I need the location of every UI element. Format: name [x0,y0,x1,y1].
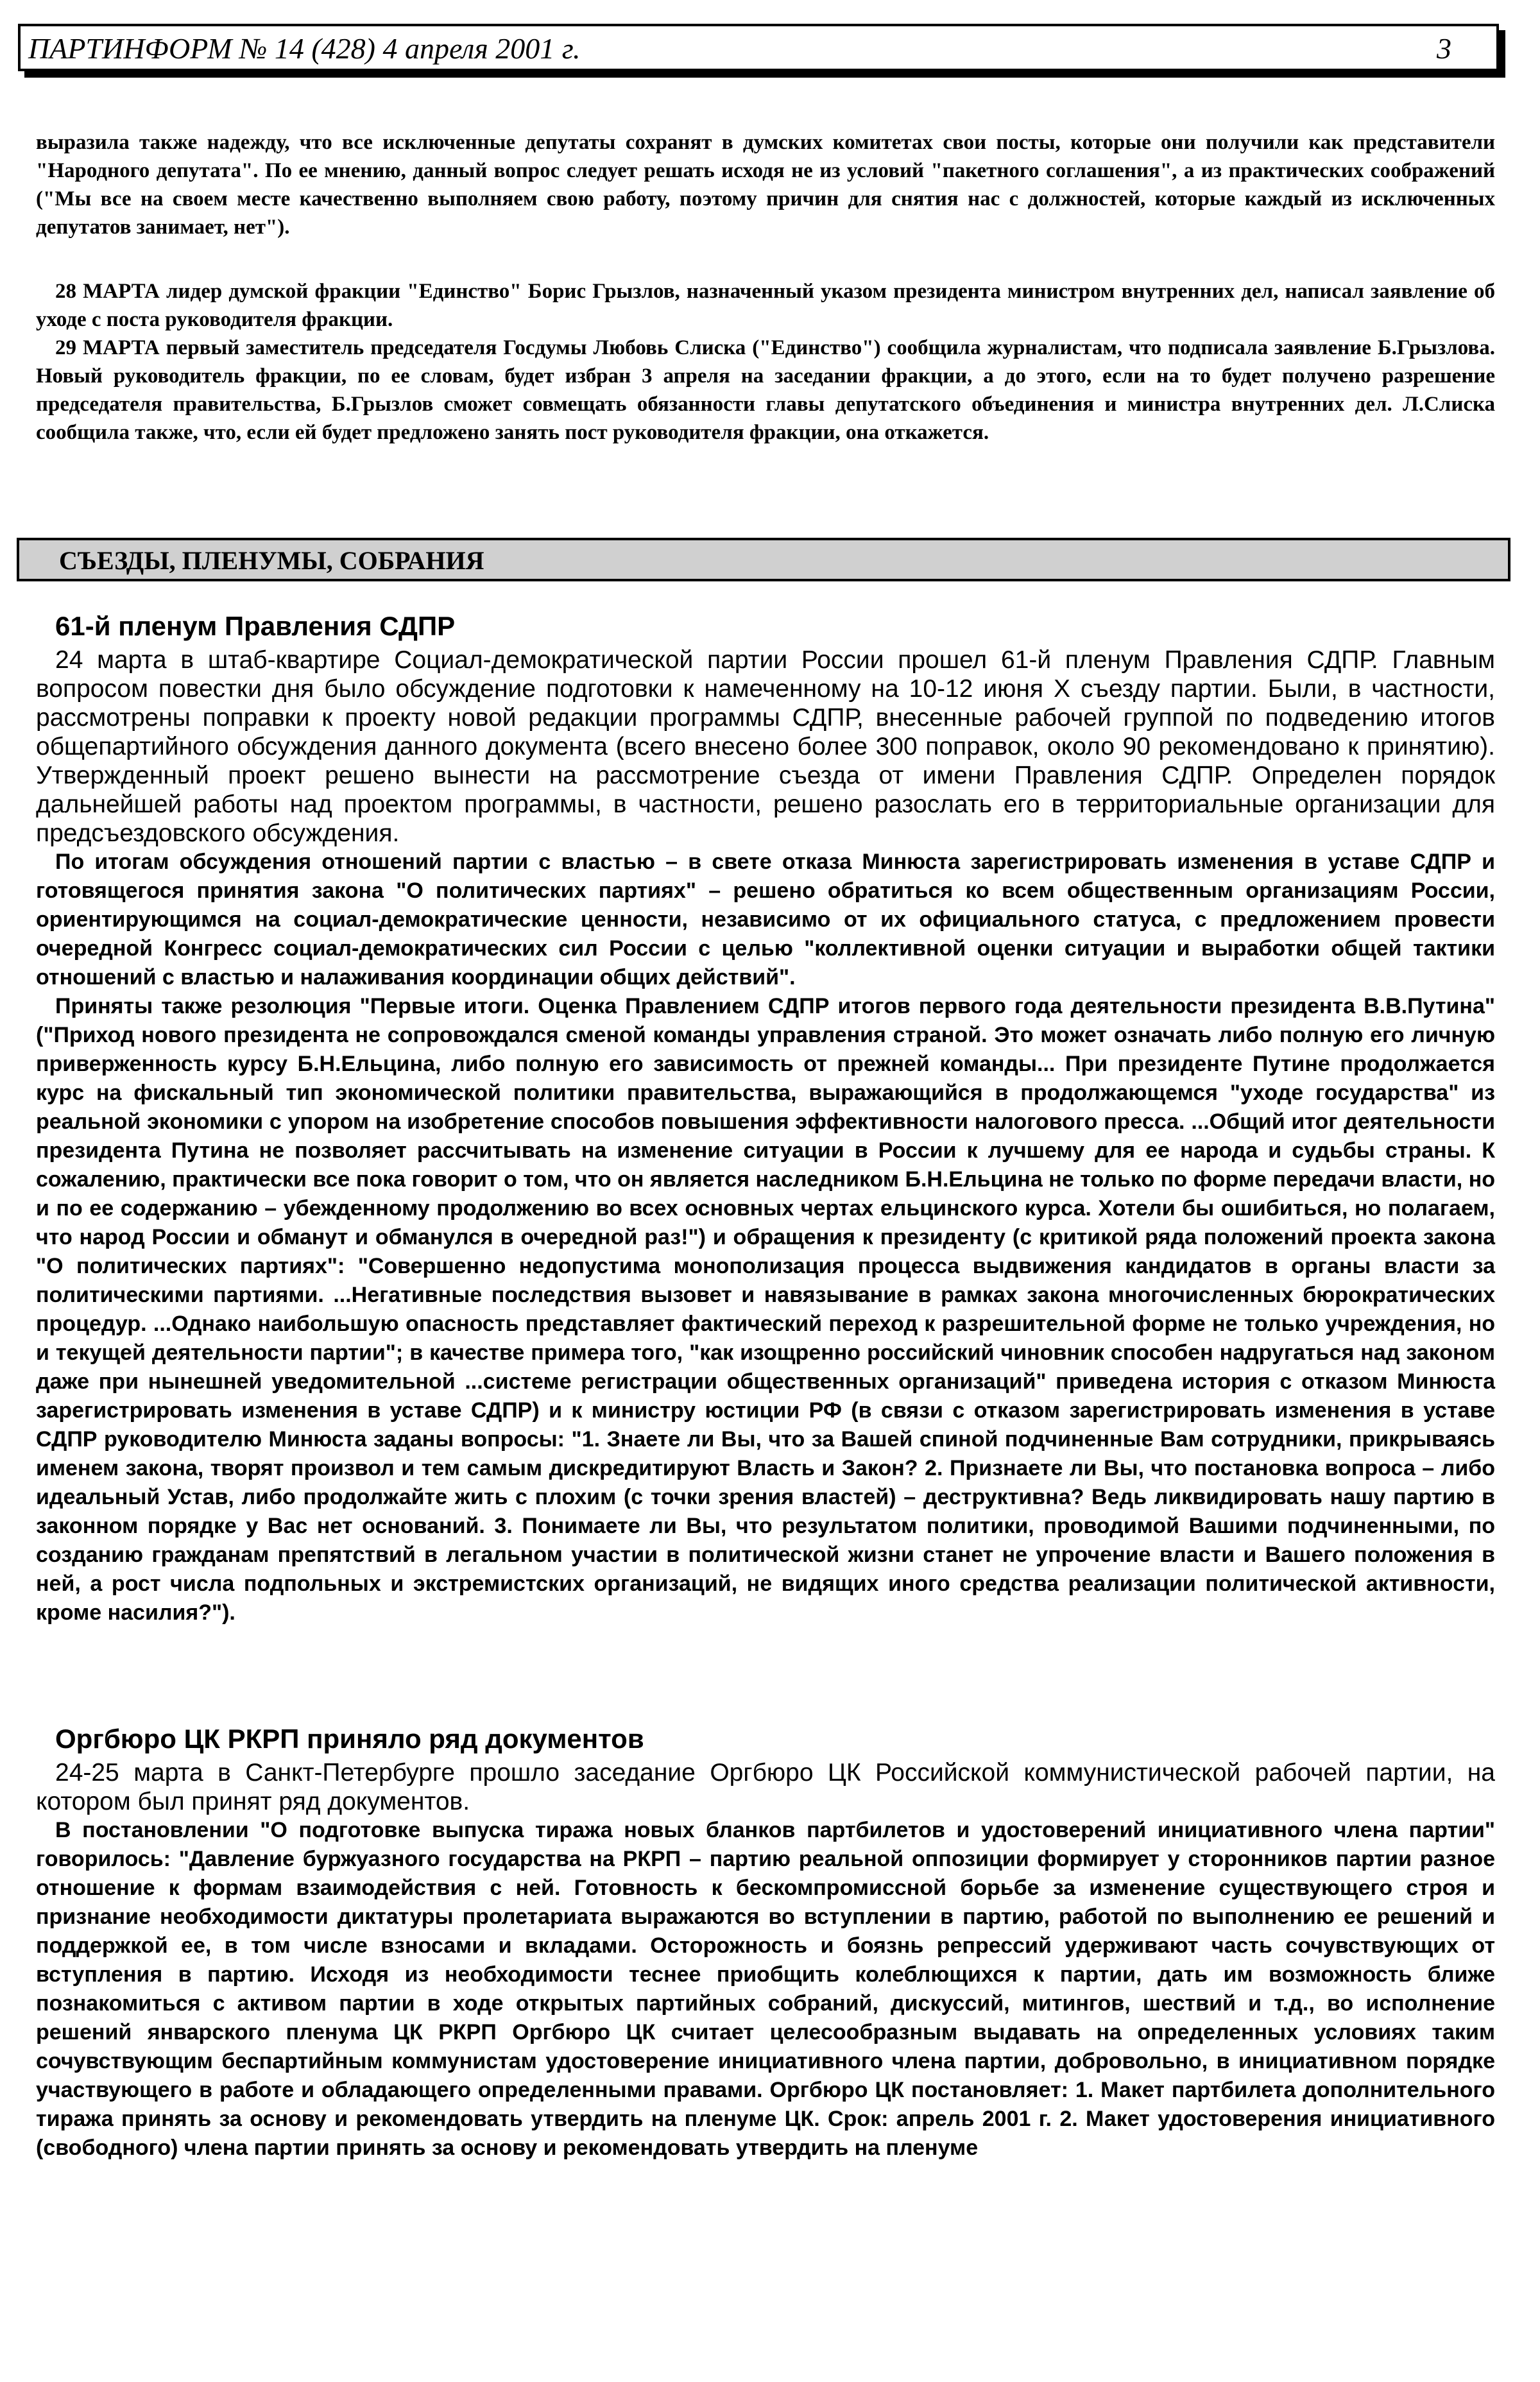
section-title: СЪЕЗДЫ, ПЛЕНУМЫ, СОБРАНИЯ [59,546,484,575]
paragraph: По итогам обсуждения отношений партии с властью – в свете отказа Минюста зарегистрировать изменения в уставе СДПР и готовящегося принятия закона "О политических партиях" – решено обратиться ко всем общественным организациям России, ориентирующимся на социал-демократические ценности, независимо от их официального статуса, с предложением провести очередной Конгресс социал-демократических сил России с целью "коллективной оценки ситуации и выработки общей тактики отношений с властью и налаживания координации общих действий". [36,850,1495,990]
news-items [36,277,1495,447]
continued-text [36,128,1495,241]
page-number: 3 [1437,32,1451,65]
paragraph: 28 МАРТА лидер думской фракции "Единство" Борис Грызлов, назначенный указом президента министром внутренних дел, написал заявление об уходе с поста руководителя фракции. [36,280,1495,331]
page-header [18,24,1499,71]
paragraph: 29 МАРТА первый заместитель председателя Госдумы Любовь Слиска ("Единство") сообщила журналистам, что подписала заявление Б.Грызлова. Новый руководитель фракции, по ее словам, будет избран 3 апреля на заседании фракции, а до этого, если на то будет получено разрешение председателя правительства, Б.Грызлов сможет совмещать обязанности главы депутатского объединения и министра внутренних дел. Л.Слиска сообщила также, что, если ей будет предложено занять пост руководителя фракции, она откажется. [36,336,1495,444]
article-rkrp [36,1722,1495,2163]
section-header [17,538,1510,581]
publication-title: ПАРТИНФОРМ № 14 (428) 4 апреля 2001 г. [28,32,581,65]
paragraph: 24-25 марта в Санкт-Петербурге прошло заседание Оргбюро ЦК Российской коммунистической рабочей партии, на котором был принят ряд документов. [36,1759,1495,1815]
article-title: Оргбюро ЦК РКРП приняло ряд документов [55,1724,644,1754]
article-title: 61-й пленум Правления СДПР [55,611,456,641]
paragraph: 24 марта в штаб-квартире Социал-демократической партии России прошел 61-й пленум Правления СДПР. Главным вопросом повестки дня было обсуждение подготовки к намеченному на 10-12 июня X съезду партии. Были, в частности, рассмотрены поправки к проекту новой редакции программы СДПР, внесенные рабочей группой по подведению итогов общепартийного обсуждения данного документа (всего внесено более 300 поправок, около 90 рекомендовано к принятию). Утвержденный проект решено вынести на рассмотрение съезда от имени Правления СДПР. Определен порядок дальнейшей работы над проектом программы, в частности, решено разослать его в территориальные организации для предсъездовского обсуждения. [36,646,1495,847]
paragraph: выразила также надежду, что все исключенные депутаты сохранят в думских комитетах свои посты, которые они получили как представители "Народного депутата". По ее мнению, данный вопрос следует решать исходя не из условий "пакетного соглашения", а из практических соображений ("Мы все на своем месте качественно выполняем свою работу, поэтому причин для снятия нас с должностей, которые каждый из исключенных депутатов занимает, нет"). [36,131,1495,239]
article-sdpr [36,610,1495,1627]
paragraph: Приняты также резолюция "Первые итоги. Оценка Правлением СДПР итогов первого года деятельности президента В.В.Путина" ("Приход нового президента не сопровождался сменой команды управления страной. Это может означать либо полную его личную приверженность курсу Б.Н.Ельцина, либо полную его зависимость от прежней команды... При президенте Путине продолжается курс на фискальный тип экономической политики правительства, выражающийся в продолжающемся "уходе государства" из реальной экономики с упором на изобретение способов повышения эффективности налогового пресса. ...Общий итог деятельности президента Путина не позволяет рассчитывать на изменение ситуации в России к лучшему для ее народа и судьбы страны. К сожалению, практически все пока говорит о том, что он является наследником Б.Н.Ельцина не только по форме передачи власти, но и по ее содержанию – убежденному продолжению во всех основных чертах ельцинского курса. Хотели бы ошибиться, но полагаем, что народ России и обманут и обманулся в очередной раз!") и обращения к президенту (с критикой ряда положений проекта закона "О политических партиях": "Совершенно недопустима монополизация процесса выдвижения кандидатов в органы власти за политическими партиями. ...Негативные последствия вызовет и навязывание в рамках закона многочисленных бюрократических процедур. ...Однако наибольшую опасность представляет фактический переход к разрешительной форме не только учреждения, но и текущей деятельности партии"; в качестве примера того, "как изощренно российский чиновник способен надругаться над законом даже при нынешней уведомительной ...системе регистрации общественных организаций" приведена история с отказом Минюста зарегистрировать изменения в уставе СДПР) и к министру юстиции РФ (в связи с отказом зарегистрировать изменения в уставе СДПР руководителю Минюста заданы вопросы: "1. Знаете ли Вы, что за Вашей спиной подчиненные Вам сотрудники, прикрываясь именем закона, творят произвол и тем самым дискредитируют Власть и Закон? 2. Признаете ли Вы, что постановка вопроса – либо идеальный Устав, либо продолжайте жить с плохим (с точки зрения властей) – деструктивна? Ведь ликвидировать нашу партию в законном порядке у Вас нет оснований. 3. Понимаете ли Вы, что результатом политики, проводимой Вашими подчиненными, по созданию гражданам препятствий в легальном участии в политической жизни станет не упрочение власти и Вашего положения в ней, а рост числа подпольных и экстремистских организаций, не видящих иного средства реализации политической активности, кроме насилия?"). [36,994,1495,1625]
paragraph: В постановлении "О подготовке выпуска тиража новых бланков партбилетов и удостоверений инициативного члена партии" говорилось: "Давление буржуазного государства на РКРП – партию реальной оппозиции формирует у сторонников партии разное отношение к формам взаимодействия с ней. Готовность к бескомпромиссной борьбе за изменение существующего строя и признание необходимости диктатуры пролетариата выражаются во вступлении в партию, работой по выполнению ее решений и поддержкой ее, в том числе взносами и вкладами. Осторожность и боязнь репрессий удерживают часть сочувствующих от вступления в партию. Исходя из необходимости теснее приобщить колеблющихся к партии, дать им возможность ближе познакомиться с активом партии в ходе открытых партийных собраний, дискуссий, митингов, шествий и т.д., во исполнение решений январского пленума ЦК РКРП Оргбюро ЦК считает целесообразным выдавать на определенных условиях таким сочувствующим беспартийным коммунистам удостоверение инициативного члена партии, добровольно, в инициативном порядке участвующего в работе и обладающего определенными правами. Оргбюро ЦК постановляет: 1. Макет партбилета дополнительного тиража принять за основу и рекомендовать утвердить на пленуме ЦК. Срок: апрель 2001 г. 2. Макет удостоверения инициативного (свободного) члена партии принять за основу и рекомендовать утвердить на пленуме [36,1818,1495,2160]
